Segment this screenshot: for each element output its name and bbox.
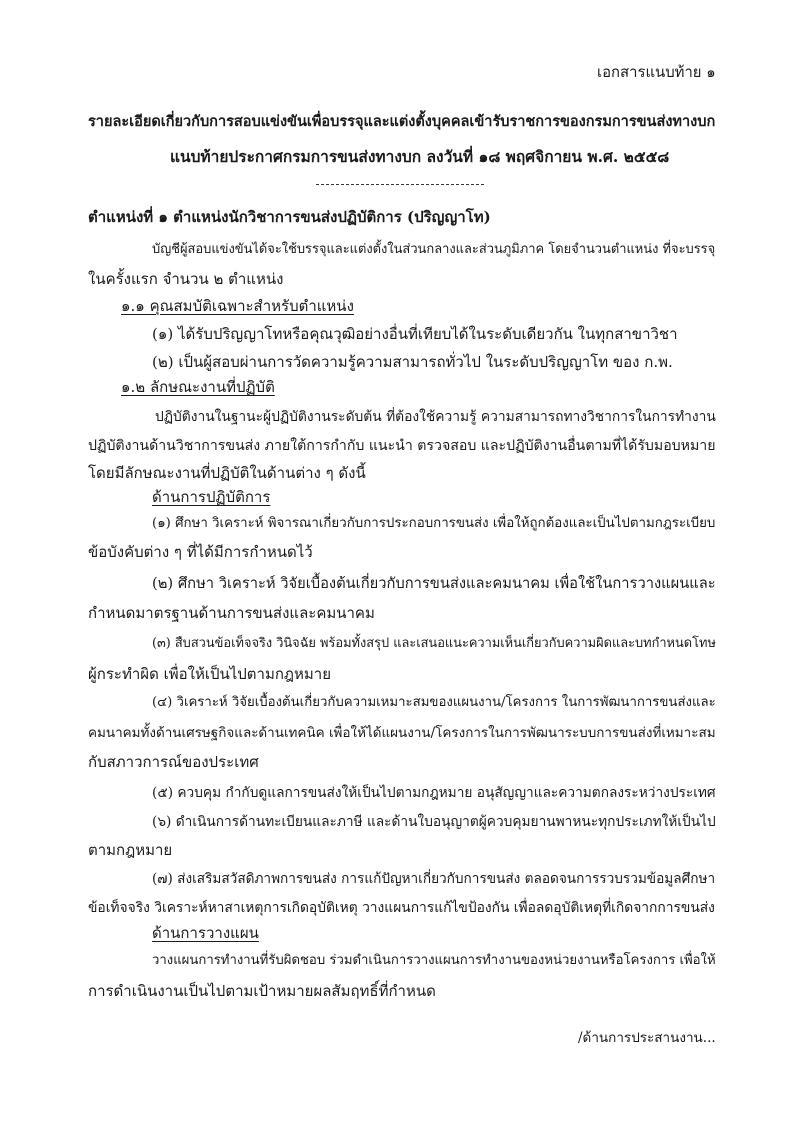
document-title-line-2: แนบท้ายประกาศกรมการขนส่งทางบก ลงวันที่ ๑๘ พฤศจิกายน พ.ศ. ๒๕๕๘	[170, 147, 670, 166]
duties-desc-line-2: ปฏิบัติงานด้านวิชาการขนส่ง ภายใต้การกำกับ แนะนำ ตรวจสอบ และปฏิบัติงานอื่นตามที่ได้รับมอบหมาย	[88, 438, 716, 454]
duties-desc-line-3: โดยมีลักษณะงานที่ปฏิบัติในด้านต่าง ๆ ดังนี้	[88, 464, 366, 482]
operation-item-4-line-1: (๔) วิเคราะห์ วิจัยเบื้องต้นเกี่ยวกับความเหมาะสมของแผนงาน/โครงการ ในการพัฒนาการขนส่งและ	[152, 695, 716, 710]
document-title-line-1: รายละเอียดเกี่ยวกับการสอบแข่งขันเพื่อบรรจุและแต่งตั้งบุคคลเข้ารับราชการของกรมการขนส่งทางบก	[88, 113, 716, 130]
operation-item-7-line-2: ข้อเท็จจริง วิเคราะห์หาสาเหตุการเกิดอุบัติเหตุ วางแผนการแก้ไขป้องกัน เพื่อลดอุบัติเหตุที่เกิดจากการขนส่ง	[88, 900, 715, 916]
operation-item-4-line-2: คมนาคมทั้งด้านเศรษฐกิจและด้านเทคนิค เพื่อให้ได้แผนงาน/โครงการในการพัฒนาระบบการขนส่งที่เหมาะสม	[88, 725, 716, 741]
operation-item-3-line-1: (๓) สืบสวนข้อเท็จจริง วินิจฉัย พร้อมทั้งสรุป และเสนอแนะความเห็นเกี่ยวกับความผิดและบทกำหนดโทษ	[152, 636, 716, 651]
operation-item-5-line-1: (๕) ควบคุม กำกับดูแลการขนส่งให้เป็นไปตามกฎหมาย อนุสัญญาและความตกลงระหว่างประเทศ	[152, 785, 716, 801]
qualification-item-1: (๑) ได้รับปริญญาโทหรือคุณวุฒิอย่างอื่นที่เทียบได้ในระดับเดียวกัน ในทุกสาขาวิชา	[152, 325, 678, 343]
operation-item-3-line-2: ผู้กระทำผิด เพื่อให้เป็นไปตามกฎหมาย	[88, 665, 331, 683]
operation-item-2-line-1: (๒) ศึกษา วิเคราะห์ วิจัยเบื้องต้นเกี่ยวกับการขนส่งและคมนาคม เพื่อใช้ในการวางแผนและ	[152, 575, 716, 592]
attachment-label: เอกสารแนบท้าย ๑	[597, 63, 716, 81]
qualification-item-2: (๒) เป็นผู้สอบผ่านการวัดความรู้ความสามารถทั่วไป ในระดับปริญญาโท ของ ก.พ.	[152, 353, 673, 371]
title-divider	[316, 184, 484, 185]
operation-item-4-line-3: กับสภาวการณ์ของประเทศ	[88, 753, 259, 771]
operation-item-2-line-2: กำหนดมาตรฐานด้านการขนส่งและคมนาคม	[88, 604, 375, 622]
qualifications-heading: ๑.๑ คุณสมบัติเฉพาะสำหรับตำแหน่ง	[121, 297, 354, 315]
operation-item-6-line-1: (๖) ดำเนินการด้านทะเบียนและภาษี และด้านใบอนุญาตผู้ควบคุมยานพาหนะทุกประเภทให้เป็นไป	[152, 814, 716, 830]
duties-desc-line-1: ปฏิบัติงานในฐานะผู้ปฏิบัติงานระดับต้น ที่ต้องใช้ความรู้ ความสามารถทางวิชาการในการทำงาน	[155, 409, 716, 425]
duties-heading: ๑.๒ ลักษณะงานที่ปฏิบัติ	[121, 378, 275, 396]
operation-item-1-line-2: ข้อบังคับต่าง ๆ ที่ได้มีการกำหนดไว้	[88, 543, 313, 561]
operation-item-7-line-1: (๗) ส่งเสริมสวัสดิภาพการขนส่ง การแก้ปัญหาเกี่ยวกับการขนส่ง ตลอดจนการรวบรวมข้อมูลศึกษา	[152, 871, 716, 887]
planning-line-1: วางแผนการทำงานที่รับผิดชอบ ร่วมดำเนินการวางแผนการทำงานของหน่วยงานหรือโครงการ เพื่อให้	[152, 953, 716, 968]
planning-line-2: การดำเนินงานเป็นไปตามเป้าหมายผลสัมฤทธิ์ที่กำหนด	[88, 982, 436, 1000]
operation-item-6-line-2: ตามกฎหมาย	[88, 841, 173, 859]
operation-item-1-line-1: (๑) ศึกษา วิเคราะห์ พิจารณาเกี่ยวกับการประกอบการขนส่ง เพื่อให้ถูกต้องและเป็นไปตามกฎระเบียบ	[152, 516, 716, 531]
position-intro-line-1: บัญชีผู้สอบแข่งขันได้จะใช้บรรจุและแต่งตั้งในส่วนกลางและส่วนภูมิภาค โดยจำนวนตำแหน่ง ที่จะบรรจุ	[152, 242, 716, 257]
position-heading: ตำแหน่งที่ ๑ ตำแหน่งนักวิชาการขนส่งปฏิบัติการ (ปริญญาโท)	[88, 208, 491, 226]
operations-heading: ด้านการปฏิบัติการ	[152, 488, 271, 506]
planning-heading: ด้านการวางแผน	[152, 924, 259, 942]
continuation-note: /ด้านการประสานงาน...	[578, 1030, 716, 1046]
position-intro-line-2: ในครั้งแรก จำนวน ๒ ตำแหน่ง	[88, 270, 284, 288]
